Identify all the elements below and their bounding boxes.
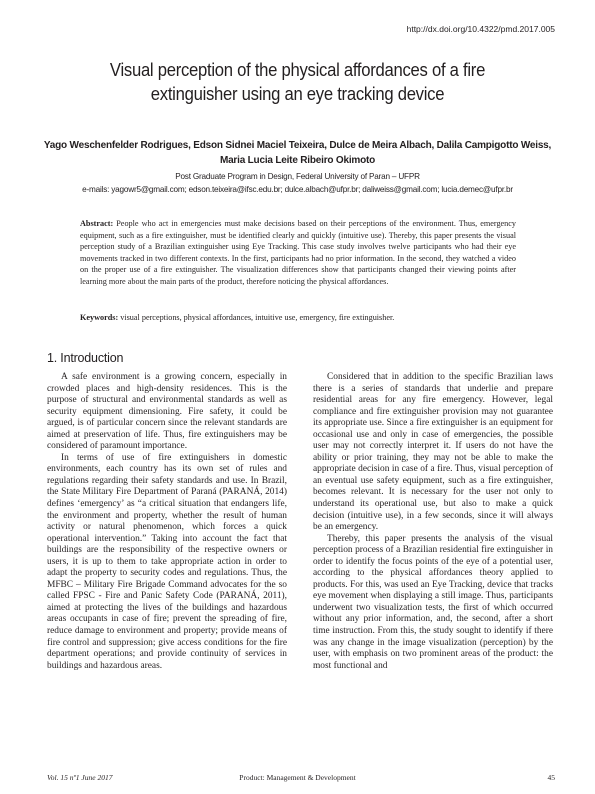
- paragraph: In terms of use of fire extinguishers in domestic environments, each country has its own set of rules and regulations regarding their safety standards and use. In Brazil, the State Military Fire Department of Paraná (PARANÁ, 2014) defines ‘emergency’ as “a critical situation that endangers life, the environment and property, whether the result of human activity or natural phenomenon, which forces a quick operational intervention.” Taking into account the fact that buildings are the responsibility of the respective owners or users, it is up to them to take appropriate action in order to adapt the property to security codes and regulations. Thus, the MFBC – Military Fire Brigade Command advocates for the so called FPSC - Fire and Panic Safety Code (PARANÁ, 2011), aimed at protecting the lives of the buildings and hazardous areas occupants in case of fire; prevent the spreading of fire, reduce damage to environment and property; provide means of fire control and suppression; give access conditions for the fire department operations; and provide continuity of services in buildings and hazardous areas.: [47, 452, 287, 671]
- doi-link[interactable]: http://dx.doi.org/10.4322/pmd.2017.005: [406, 24, 555, 34]
- affiliation: [40, 170, 555, 196]
- left-column: [47, 372, 287, 672]
- paper-title: Visual perception of the physical affordances of a fire extinguisher using an eye tracking device: [109, 59, 486, 104]
- author-line-2: Maria Lucia Leite Ribeiro Okimoto: [219, 155, 376, 166]
- keywords: [80, 312, 516, 323]
- page-number: 45: [547, 773, 555, 782]
- keywords-text: visual perceptions, physical affordances, intuitive use, emergency, fire extinguisher.: [120, 313, 395, 322]
- author-line-1: Yago Weschenfelder Rodrigues, Edson Sidnei Maciel Teixeira, Dulce de Meira Albach, Dalila Campigotto Weiss,: [43, 140, 552, 151]
- abstract-text: People who act in emergencies must make decisions based on their perceptions of the environment. Thus, emergency equipment, such as a fire extinguisher, must be identified clearly and quickly (intuitive use). Thereby, this paper presents the visual perception study of a Brazilian extinguisher using Eye Tracking. This case study involves twelve participants who had their eye movements tracked in two different contexts. In the first, participants had no prior information. In the second, they watched a video on the proper use of a fire extinguisher. The visualization differences show that participants changed their viewing points after learning more about the main parts of the product, therefore noticing the physical affordances.: [80, 219, 517, 286]
- section-heading: 1. Introduction: [47, 351, 124, 365]
- paragraph: A safe environment is a growing concern, especially in crowded places and high-density residences. This is the purpose of structural and environmental standards as well as security equipment dimensioning. Fire safety, it could be argued, is of particular concern since the relevant standards are aimed at preservation of life. Thus, fire extinguishers may be considered of paramount importance.: [47, 372, 287, 452]
- paragraph: Thereby, this paper presents the analysis of the visual perception process of a Brazilian residential fire extinguisher in order to identify the focus points of the eye of a potential user, according to the physical affordances theory applied to products. For this, was used an Eye Tracking, device that tracks eye movement when displaying a still image. Thus, participants underwent two visualization tests, the first of which occurred without any prior information, and, the second, after a short time instruction. From this, the study sought to identify if there was any change in the image visualization (perception) by the user, with emphasis on two prominent areas of the product: the most functional and: [313, 533, 553, 671]
- footer-journal: Product: Management & Development: [239, 773, 356, 782]
- author-list: [40, 138, 555, 168]
- abstract: [80, 218, 516, 287]
- keywords-label: Keywords:: [80, 313, 119, 322]
- footer-volume: Vol. 15 nº1 June 2017: [47, 773, 113, 782]
- affiliation-emails: e-mails: yagowr5@gmail.com; edson.teixeira@ifsc.edu.br; dulce.albach@ufpr.br; daliweiss@gmail.com; lucia.demec@ufpr.br: [82, 185, 513, 194]
- abstract-label: Abstract:: [80, 219, 114, 228]
- affiliation-program: Post Graduate Program in Design, Federal University of Paran – UFPR: [175, 172, 420, 181]
- right-column: [313, 372, 553, 672]
- paragraph: Considered that in addition to the specific Brazilian laws there is a series of standards that underlie and prepare residential areas for any fire emergency. However, legal compliance and fire extinguisher provision may not guarantee its appropriate use. Since a fire extinguisher is an equipment for occasional use and only in case of emergencies, the possible user may not correctly interpret it. If users do not have the ability or prior training, they may not be able to make the appropriate decision in case of a fire. Thus, visual perception of an eventual use safety equipment, such as a fire extinguisher, becomes relevant. It is necessary for the user not only to understand its operational use, but also to make a quick decision (intuitive use), in a few seconds, since it will always be an emergency.: [313, 372, 553, 533]
